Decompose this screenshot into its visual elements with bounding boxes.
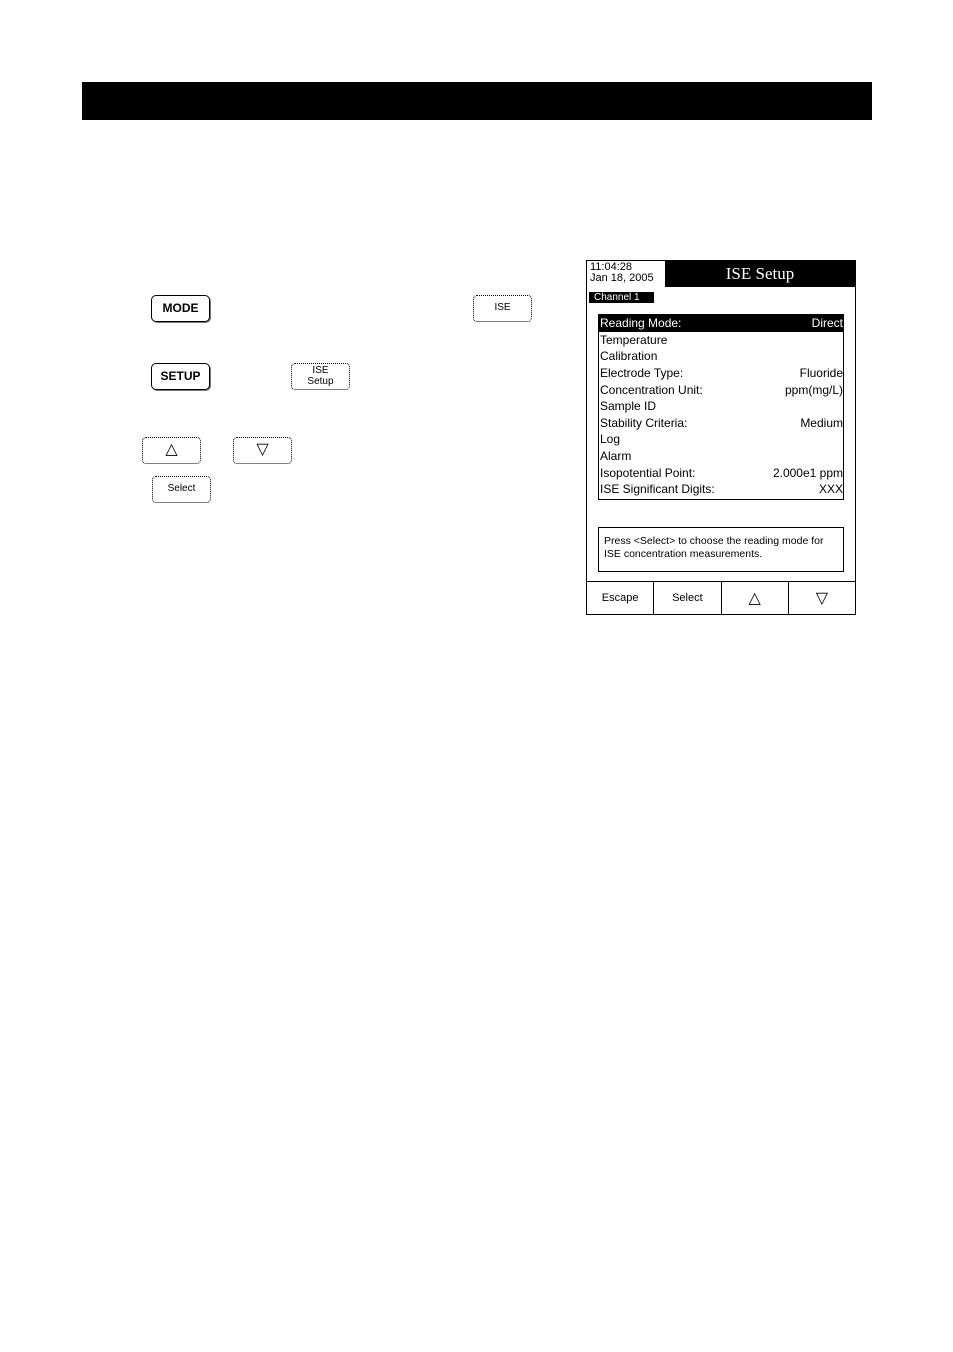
menu-item-label: ISE Significant Digits: xyxy=(600,482,715,497)
menu-item-value: ppm(mg/L) xyxy=(784,382,843,397)
select-screen-softkey[interactable]: Select xyxy=(654,582,721,614)
menu-item-label: Reading Mode: xyxy=(600,316,682,331)
menu-item-label: Log xyxy=(600,432,621,447)
menu-item[interactable] xyxy=(599,381,843,398)
menu-item[interactable] xyxy=(599,481,843,498)
escape-softkey[interactable]: Escape xyxy=(587,582,654,614)
ise-setup-softkey[interactable]: ISE Setup xyxy=(291,363,350,390)
datetime xyxy=(590,262,654,284)
select-softkey[interactable]: Select xyxy=(152,476,211,503)
menu-item[interactable] xyxy=(599,431,843,448)
menu-item[interactable] xyxy=(599,315,843,332)
menu-item[interactable] xyxy=(599,365,843,382)
up-arrow-key[interactable]: △ xyxy=(142,437,201,464)
menu-item-label: Temperature xyxy=(600,332,668,347)
menu-item-label: Electrode Type: xyxy=(600,366,684,381)
menu-item-value: 2.000e1 ppm xyxy=(772,465,843,480)
channel-label: Channel 1 xyxy=(589,292,654,303)
menu-item-value: Direct xyxy=(811,316,843,331)
help-text: Press <Select> to choose the reading mode for ISE concentration measurements. xyxy=(598,527,844,572)
date-text: Jan 18, 2005 xyxy=(590,272,654,284)
menu-item-label: Calibration xyxy=(600,349,658,364)
menu-item[interactable] xyxy=(599,398,843,415)
menu-item[interactable] xyxy=(599,332,843,349)
down-screen-softkey[interactable]: ▽ xyxy=(815,590,829,607)
down-arrow-key[interactable]: ▽ xyxy=(233,437,292,464)
menu-item[interactable] xyxy=(599,464,843,481)
menu-item-value: Fluoride xyxy=(799,366,843,381)
menu-item[interactable] xyxy=(599,448,843,465)
menu-item-value: XXX xyxy=(818,482,843,497)
menu-item[interactable] xyxy=(599,348,843,365)
up-screen-softkey[interactable]: △ xyxy=(722,582,789,614)
menu-item-label: Alarm xyxy=(600,449,632,464)
setup-key[interactable]: SETUP xyxy=(151,363,210,390)
menu-item-label: Isopotential Point: xyxy=(600,465,696,480)
softkey-bar xyxy=(587,581,855,614)
menu-item-label: Stability Criteria: xyxy=(600,415,688,430)
mode-key[interactable]: MODE xyxy=(151,295,210,322)
menu-item-value: Medium xyxy=(800,415,843,430)
menu-item-label: Sample ID xyxy=(600,399,657,414)
menu-item-label: Concentration Unit: xyxy=(600,382,703,397)
header-bar xyxy=(82,82,872,120)
screen-title: ISE Setup xyxy=(665,261,855,287)
device-screen xyxy=(586,260,856,615)
time-text: 11:04:28 xyxy=(590,261,633,273)
menu-item[interactable] xyxy=(599,415,843,432)
setup-menu xyxy=(598,314,844,500)
ise-softkey[interactable]: ISE xyxy=(473,295,532,322)
